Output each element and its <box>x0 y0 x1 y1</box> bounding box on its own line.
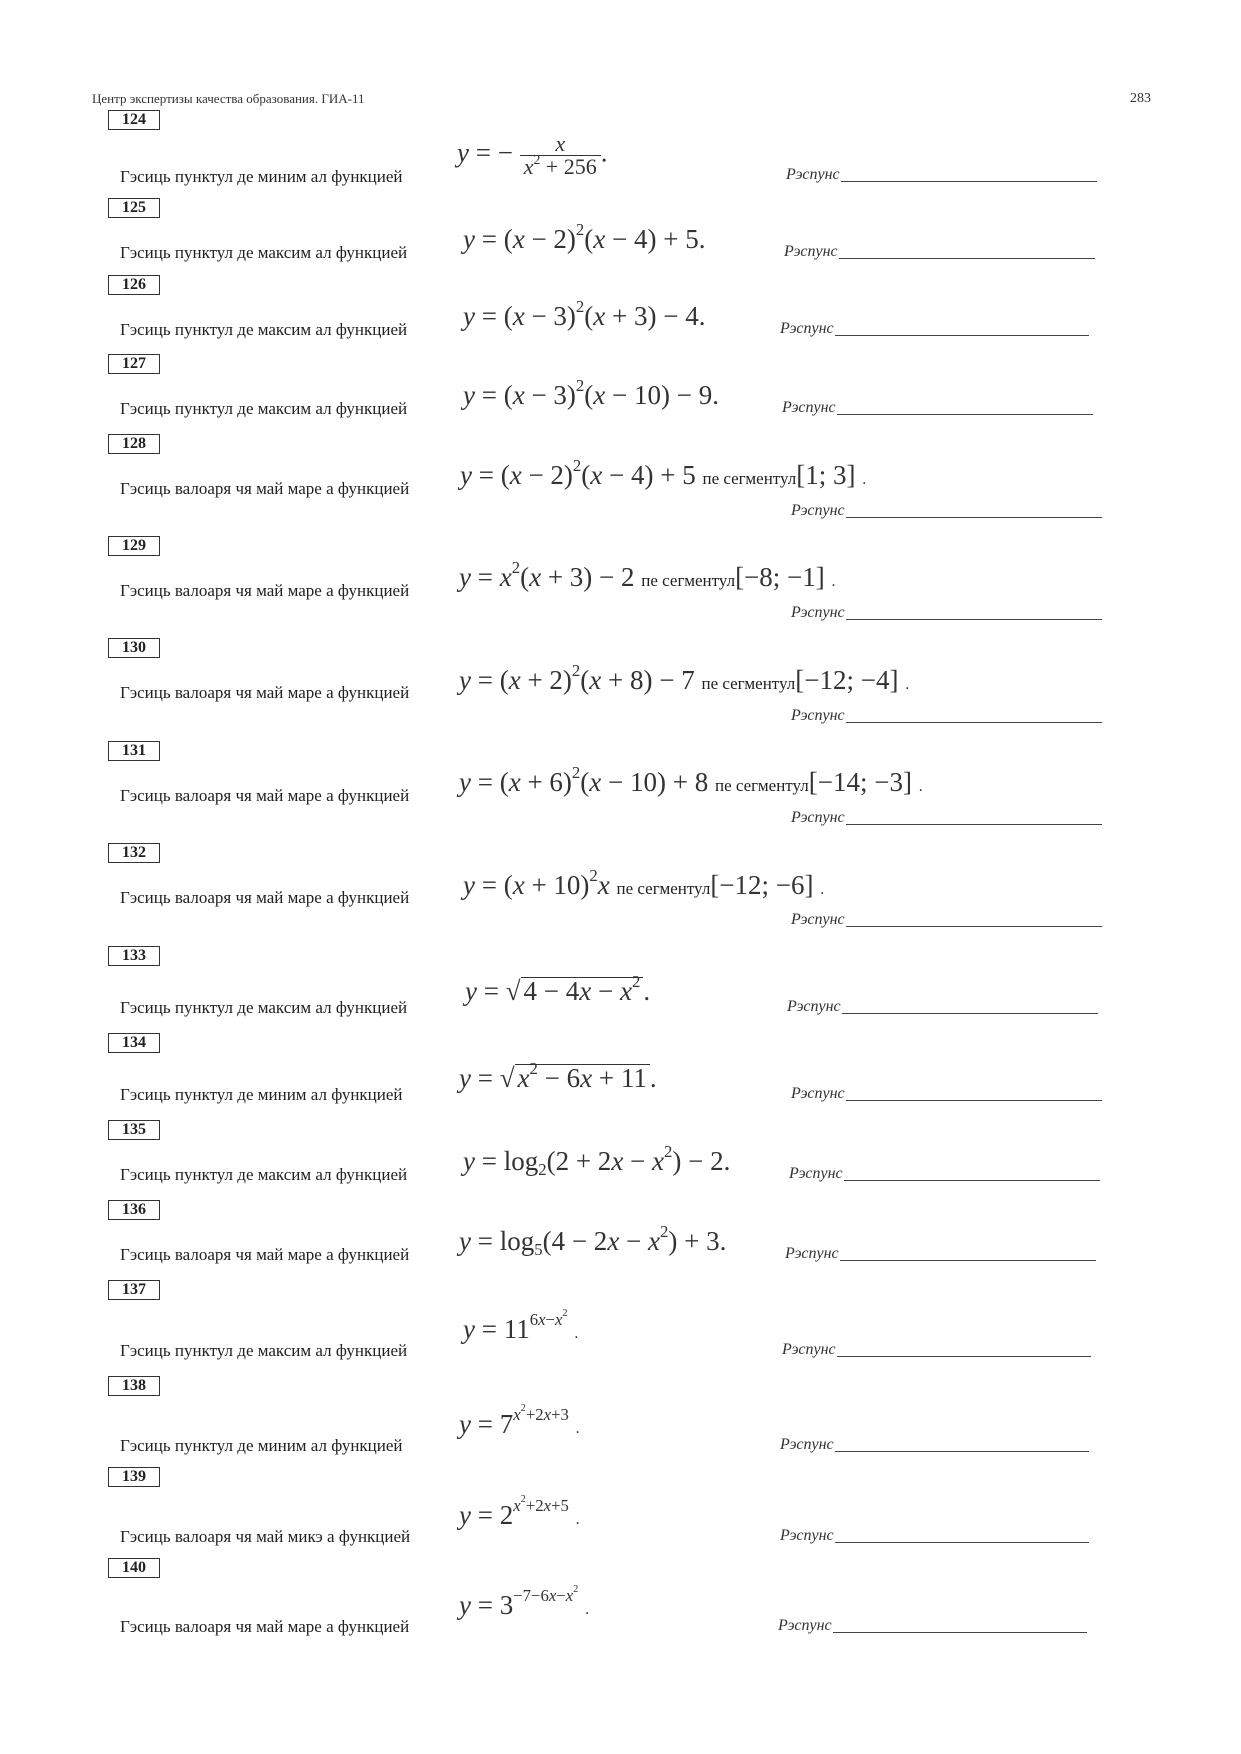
answer-field[interactable]: Рэспунс <box>780 1436 1089 1454</box>
answer-field[interactable]: Рэспунс <box>782 1341 1091 1359</box>
problem-number: 135 <box>108 1120 160 1140</box>
answer-field[interactable]: Рэспунс <box>791 604 1102 622</box>
problem-number: 137 <box>108 1280 160 1300</box>
problem-text: Гэсиць пунктул де максим ал функцией <box>120 998 408 1017</box>
answer-field[interactable]: Рэспунс <box>791 809 1102 827</box>
formula: $y = 2^{x^2+2x+5}$ . <box>459 1494 580 1530</box>
formula: y = √ $x^2 - 6x + 11$ . <box>459 1058 657 1093</box>
problem-number: 129 <box>108 536 160 556</box>
answer-field[interactable]: Рэспунс <box>786 166 1097 184</box>
formula: $y = x^2(x + 3) - 2$ пе сегментул[−8; −1] . <box>459 557 836 592</box>
problem-number: 127 <box>108 354 160 374</box>
answer-field[interactable]: Рэспунс <box>778 1617 1087 1635</box>
problem-text: Гэсиць пунктул де миним ал функцией <box>120 1085 403 1104</box>
problem-text: Гэсиць валоаря чя май маре а функцией <box>120 581 410 600</box>
problem-text: Гэсиць пунктул де максим ал функцией <box>120 320 408 339</box>
problem-text: Гэсиць пунктул де максим ал функцией <box>120 1341 408 1360</box>
answer-field[interactable]: Рэспунс <box>785 1245 1096 1263</box>
formula: $y = \log_5(4 - 2x - x^2) + 3$. <box>459 1221 727 1260</box>
problem-number: 136 <box>108 1200 160 1220</box>
answer-field[interactable]: Рэспунс <box>789 1165 1100 1183</box>
answer-field[interactable]: Рэспунс <box>784 243 1095 261</box>
problem-text: Гэсиць пунктул де максим ал функцией <box>120 399 408 418</box>
problem-number: 130 <box>108 638 160 658</box>
answer-field[interactable]: Рэспунс <box>791 707 1102 725</box>
problem-number: 131 <box>108 741 160 761</box>
problem-text: Гэсиць валоаря чя май маре а функцией <box>120 1245 410 1264</box>
problem-number: 125 <box>108 198 160 218</box>
formula: $y = (x + 2)^2(x + 8) - 7$ пе сегментул[−12; −4] . <box>459 660 910 695</box>
problem-text: Гэсиць пунктул де максим ал функцией <box>120 243 408 262</box>
formula: $y = (x - 2)^2(x - 4) + 5$. <box>463 219 706 254</box>
formula: $y = 11^{6x-x^2}$ . <box>463 1308 579 1344</box>
problem-number: 124 <box>108 110 160 130</box>
page-number: 283 <box>1130 91 1151 106</box>
formula: y = √ $4 - 4x - x^2$ . <box>465 971 651 1006</box>
problem-number: 126 <box>108 275 160 295</box>
formula: $y = \log_2(2 + 2x - x^2) - 2$. <box>463 1141 731 1180</box>
problem-text: Гэсиць валоаря чя май маре а функцией <box>120 479 410 498</box>
problem-number: 138 <box>108 1376 160 1396</box>
formula: $y = (x + 6)^2(x - 10) + 8$ пе сегментул[−14; −3] . <box>459 762 923 797</box>
answer-field[interactable]: Рэспунс <box>787 998 1098 1016</box>
problem-number: 128 <box>108 434 160 454</box>
problem-text: Гэсиць валоаря чя май маре а функцией <box>120 1617 410 1636</box>
answer-field[interactable]: Рэспунс <box>782 399 1093 417</box>
formula: y = − $\frac{x}{x^2 + 256}$ . <box>457 131 608 179</box>
answer-field[interactable]: Рэспунс <box>791 502 1102 520</box>
page-header-title: Центр экспертизы качества образования. ГИА-11 <box>92 91 365 106</box>
formula: $y = 3^{-7-6x-x^2}$ . <box>459 1584 590 1620</box>
problem-number: 139 <box>108 1467 160 1487</box>
answer-field[interactable]: Рэспунс <box>791 911 1102 929</box>
formula: $y = (x + 10)^2x$ пе сегментул[−12; −6] . <box>463 865 825 900</box>
problem-text: Гэсиць валоаря чя май маре а функцией <box>120 786 410 805</box>
problem-number: 140 <box>108 1558 160 1578</box>
problem-text: Гэсиць пунктул де миним ал функцией <box>120 167 403 186</box>
answer-field[interactable]: Рэспунс <box>791 1085 1102 1103</box>
answer-field[interactable]: Рэспунс <box>780 320 1089 338</box>
problem-number: 133 <box>108 946 160 966</box>
formula: $y = (x - 2)^2(x - 4) + 5$ пе сегментул[1; 3] . <box>460 455 867 490</box>
problem-text: Гэсиць валоаря чя май маре а функцией <box>120 683 410 702</box>
problem-text: Гэсиць пунктул де миним ал функцией <box>120 1436 403 1455</box>
formula: $y = 7^{x^2+2x+3}$ . <box>459 1403 580 1439</box>
problem-text: Гэсиць валоаря чя май микэ а функцией <box>120 1527 411 1546</box>
problem-text: Гэсиць валоаря чя май маре а функцией <box>120 888 410 907</box>
formula: $y = (x - 3)^2(x + 3) - 4$. <box>463 296 706 331</box>
problem-number: 132 <box>108 843 160 863</box>
problem-text: Гэсиць пунктул де максим ал функцией <box>120 1165 408 1184</box>
problem-number: 134 <box>108 1033 160 1053</box>
formula: $y = (x - 3)^2(x - 10) - 9$. <box>463 375 719 410</box>
answer-field[interactable]: Рэспунс <box>780 1527 1089 1545</box>
